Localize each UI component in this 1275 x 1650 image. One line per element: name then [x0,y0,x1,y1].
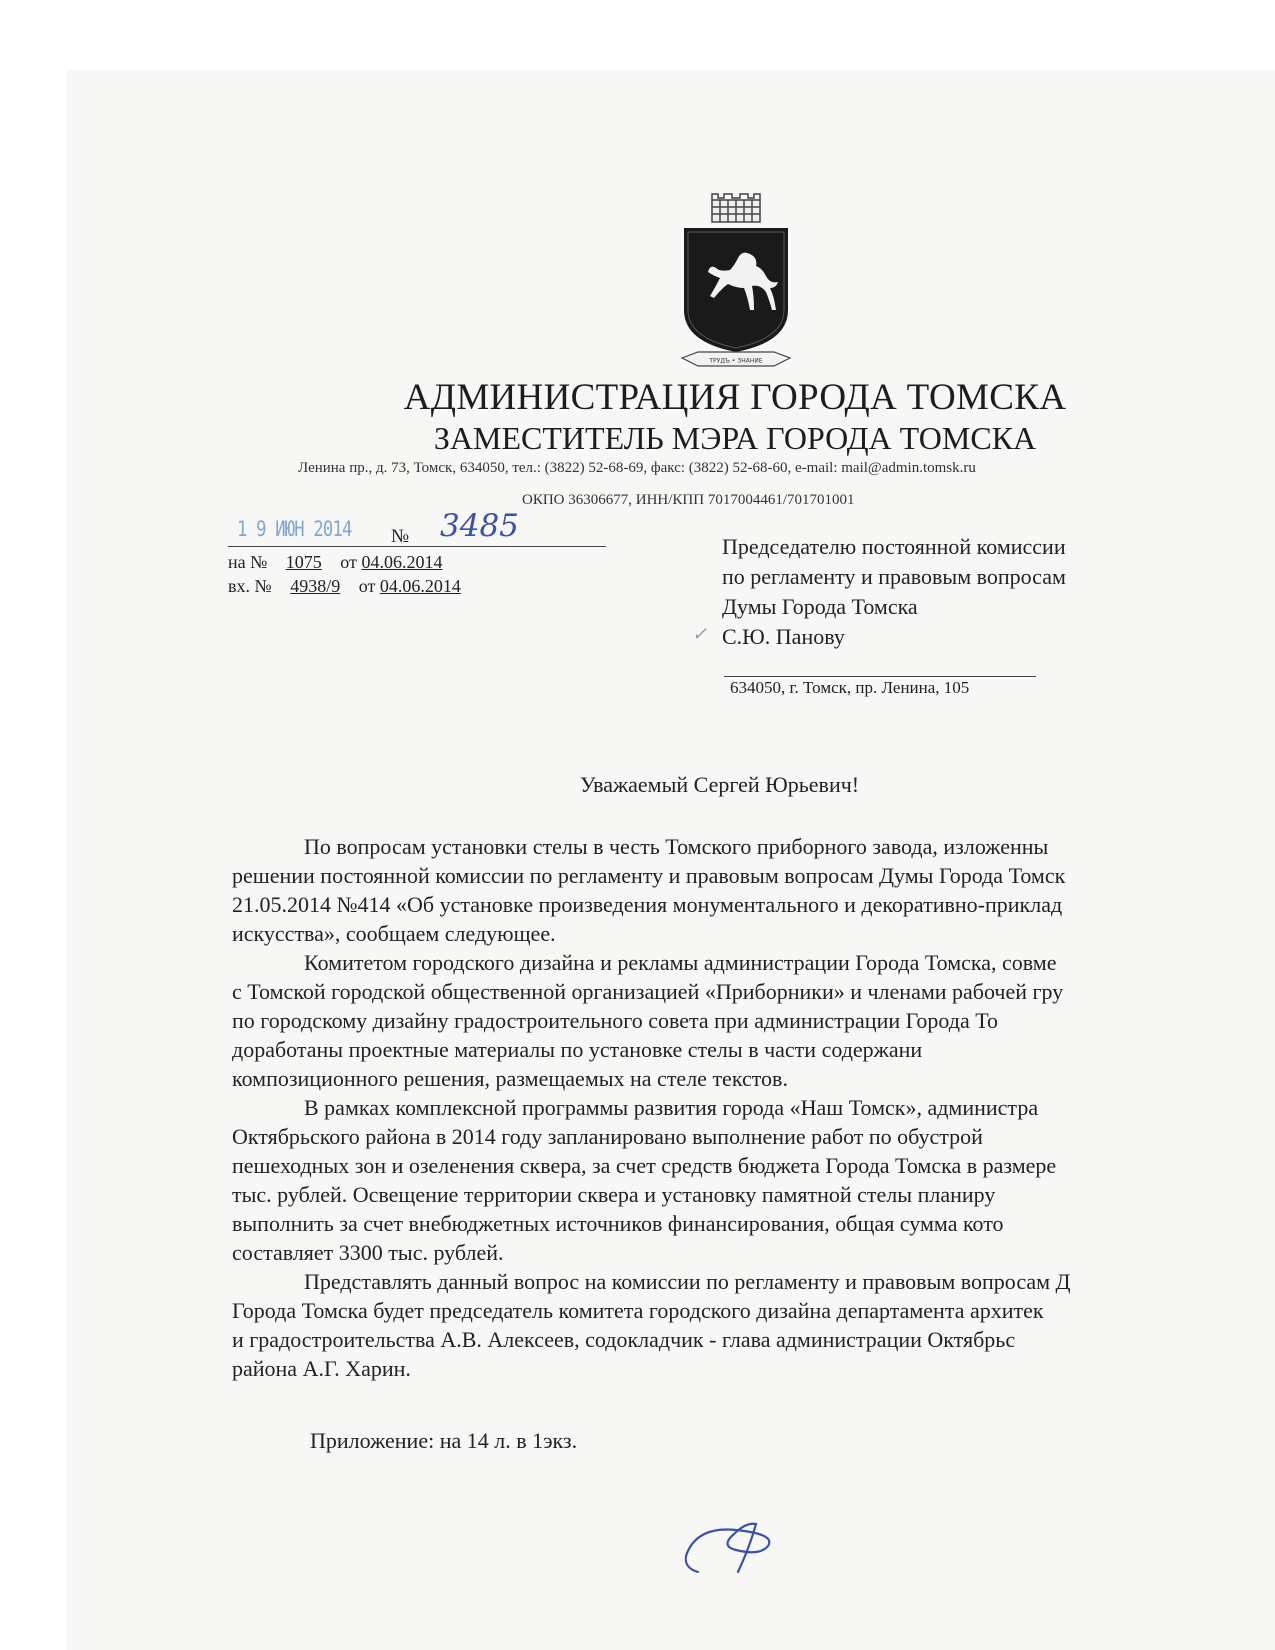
ref2-number: 4938/9 [290,576,341,596]
recipient-line-2: по регламенту и правовым вопросам [722,564,1066,589]
recipient-line-4: С.Ю. Панову [722,624,845,649]
attachment-note: Приложение: на 14 л. в 1экз. [310,1428,578,1453]
coat-of-arms-icon [680,192,792,376]
number-label: № [391,526,410,547]
ref2-from: от [358,576,376,596]
body-line: пешеходных зон и озеленения сквера, за счет средств бюджета Города Томска в размере [232,1153,1057,1178]
recipient-line-1: Председателю постоянной комиссии [722,534,1066,559]
body-line: района А.Г. Харин. [232,1356,411,1381]
body-line: Города Томска будет председатель комитета городского дизайна департамента архитек [232,1298,1044,1323]
check-mark-icon: ✓ [692,624,708,644]
body-line: Комитетом городского дизайна и рекламы администрации Города Томска, совме [304,950,1057,975]
body-line: Представлять данный вопрос на комиссии по регламенту и правовым вопросам Д [304,1269,1071,1294]
org-address: Ленина пр., д. 73, Томск, 634050, тел.: (3822) 52-68-69, факс: (3822) 52-68-60, e-mail: mail@admin.tomsk.ru [298,460,976,476]
body-line: тыс. рублей. Освещение территории сквера и установку памятной стелы планиру [232,1182,996,1207]
paragraph-2 [232,948,1275,1093]
body-line: 21.05.2014 №414 «Об установке произведения монументального и декоративно-приклад [232,892,1063,917]
salutation: Уважаемый Сергей Юрьевич! [580,772,860,797]
ref1-date: 04.06.2014 [361,552,443,572]
body-line: композиционного решения, размещаемых на стеле текстов. [232,1066,788,1091]
org-title: АДМИНИСТРАЦИЯ ГОРОДА ТОМСКА [403,377,1067,418]
ref1-from: от [340,552,357,572]
body-line: По вопросам установки стелы в честь Томского приборного завода, изложенны [304,834,1049,859]
ref2-prefix: вх. № [228,576,272,596]
letter-body [232,832,1275,1383]
body-line: по городскому дизайну градостроительного совета при администрации Города То [232,1008,999,1033]
crest-motto: ТРУДЪ • ЗНАНИЕ [709,357,763,365]
date-stamp: 1 9 ИЮН 2014 [237,517,352,541]
org-subtitle: ЗАМЕСТИТЕЛЬ МЭРА ГОРОДА ТОМСКА [433,420,1037,456]
recipient-block [722,532,1066,652]
paragraph-4 [232,1267,1275,1383]
ref1-prefix: на № [228,552,268,572]
body-line: выполнить за счет внебюджетных источников финансирования, общая сумма кото [232,1211,1004,1236]
body-line: составляет 3300 тыс. рублей. [232,1240,504,1265]
number-underline [228,546,606,547]
recipient-divider [724,676,1036,677]
reference-line-2 [228,576,461,597]
body-line: решении постоянной комиссии по регламенту и правовым вопросам Думы Города Томск [232,863,1066,888]
paragraph-1 [232,832,1275,948]
body-line: и градостроительства А.В. Алексеев, содокладчик - глава администрации Октябрьс [232,1327,1016,1352]
recipient-address: 634050, г. Томск, пр. Ленина, 105 [730,678,970,697]
ref1-number: 1075 [285,552,322,572]
ref2-date: 04.06.2014 [379,576,461,596]
body-line: искусства», сообщаем следующее. [232,921,556,946]
body-line: доработаны проектные материалы по установке стелы в части содержани [232,1037,923,1062]
org-okpo: ОКПО 36306677, ИНН/КПП 7017004461/701701001 [522,492,855,508]
outgoing-number: 3485 [440,508,519,544]
signature-icon [676,1516,796,1576]
body-line: В рамках комплексной программы развития города «Наш Томск», администра [304,1095,1039,1120]
recipient-line-3: Думы Города Томска [722,594,918,619]
paragraph-3 [232,1093,1275,1267]
body-line: с Томской городской общественной организацией «Приборники» и членами рабочей гру [232,979,1064,1004]
body-line: Октябрьского района в 2014 году запланировано выполнение работ по обустрой [232,1124,983,1149]
reference-line-1 [228,552,442,573]
